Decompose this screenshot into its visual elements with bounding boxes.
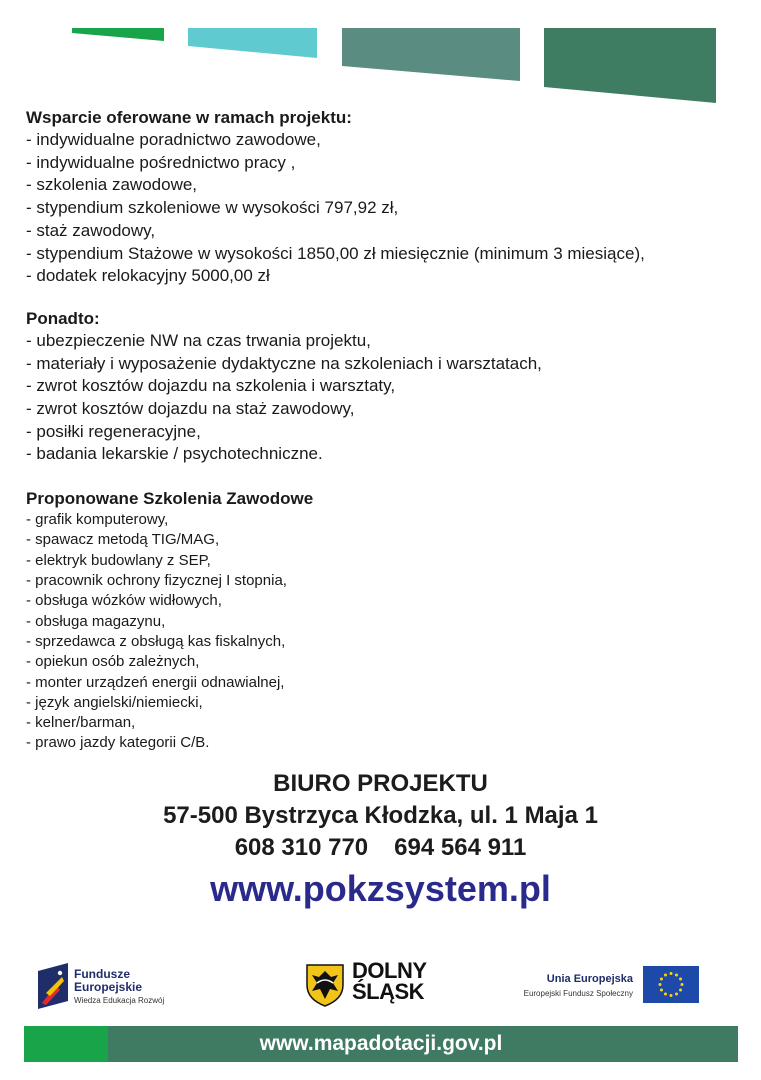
list-item: - pracownik ochrony fizycznej I stopnia, bbox=[26, 572, 287, 590]
list-item: - zwrot kosztów dojazdu na szkolenia i warsztaty, bbox=[26, 376, 396, 396]
list-item: - monter urządzeń energii odnawialnej, bbox=[26, 673, 285, 691]
eu-star bbox=[664, 993, 667, 996]
office-title: BIURO PROJEKTU bbox=[273, 770, 488, 797]
support-title: Wsparcie oferowane w ramach projektu: bbox=[26, 108, 352, 127]
ds-line1: DOLNY bbox=[352, 958, 427, 983]
list-item: - staż zawodowy, bbox=[26, 220, 156, 240]
list-item: - stypendium szkoleniowe w wysokości 797,92 zł, bbox=[26, 198, 399, 218]
eu-star bbox=[660, 978, 663, 981]
list-item: - posiłki regeneracyjne, bbox=[26, 421, 201, 441]
list-item: - dodatek relokacyjny 5000,00 zł bbox=[26, 266, 270, 286]
project-website-link[interactable]: www.pokzsystem.pl bbox=[210, 868, 551, 909]
additionally-section bbox=[26, 308, 756, 466]
dolny-slask-crest-icon bbox=[305, 963, 345, 1007]
list-item: - prawo jazdy kategorii C/B. bbox=[26, 734, 210, 752]
header-decoration bbox=[0, 0, 761, 110]
list-item: - sprzedawca z obsługą kas fiskalnych, bbox=[26, 632, 286, 650]
list-item: - ubezpieczenie NW na czas trwania projektu, bbox=[26, 330, 371, 350]
support-list bbox=[26, 129, 756, 288]
eu-star bbox=[670, 972, 673, 975]
additionally-list bbox=[26, 330, 756, 466]
list-item: - opiekun osób zależnych, bbox=[26, 653, 200, 671]
fe-program-label: Wiedza Edukacja Rozwój bbox=[74, 996, 165, 1005]
fe-line1: Fundusze bbox=[74, 967, 130, 981]
eu-star bbox=[675, 993, 678, 996]
eu-star bbox=[679, 989, 682, 992]
list-item: - obsługa magazynu, bbox=[26, 612, 166, 630]
efs-label: Europejski Fundusz Społeczny bbox=[523, 989, 633, 998]
trainings-list bbox=[26, 510, 756, 754]
eu-flag-icon bbox=[643, 966, 699, 1003]
header-stripe-slate bbox=[342, 28, 520, 81]
fe-line2: Europejskie bbox=[74, 980, 143, 994]
eu-star bbox=[681, 983, 684, 986]
office-phones bbox=[0, 834, 761, 862]
list-item: - stypendium Stażowe w wysokości 1850,00 zł miesięcznie (minimum 3 miesiące), bbox=[26, 243, 645, 263]
header-stripe-darkgreen bbox=[544, 28, 716, 103]
logo-bar bbox=[0, 958, 761, 1018]
unia-europejska-label: Unia Europejska bbox=[546, 973, 633, 985]
list-item: - grafik komputerowy, bbox=[26, 511, 169, 529]
footer-bar bbox=[24, 1026, 738, 1062]
list-item: - szkolenia zawodowe, bbox=[26, 175, 198, 195]
eu-star bbox=[670, 994, 673, 997]
main-content bbox=[26, 107, 756, 754]
footer-url-link[interactable]: www.mapadotacji.gov.pl bbox=[259, 1032, 503, 1055]
eu-star bbox=[660, 989, 663, 992]
additionally-title: Ponadto: bbox=[26, 308, 100, 328]
list-item: - elektryk budowlany z SEP, bbox=[26, 551, 211, 569]
fundusze-europejskie-label bbox=[74, 968, 142, 994]
eu-star bbox=[675, 973, 678, 976]
list-item: - indywidualne pośrednictwo pracy , bbox=[26, 152, 296, 172]
eu-star bbox=[679, 978, 682, 981]
fundusze-europejskie-logo-icon bbox=[38, 963, 68, 1009]
list-item: - spawacz metodą TIG/MAG, bbox=[26, 531, 220, 549]
office-address: 57-500 Bystrzyca Kłodzka, ul. 1 Maja 1 bbox=[163, 802, 598, 829]
header-stripe-green bbox=[72, 28, 164, 41]
list-item: - indywidualne poradnictwo zawodowe, bbox=[26, 130, 321, 149]
trainings-section bbox=[26, 488, 756, 754]
trainings-title: Proponowane Szkolenia Zawodowe bbox=[26, 489, 314, 509]
eu-star bbox=[659, 983, 662, 986]
list-item: - zwrot kosztów dojazdu na staż zawodowy, bbox=[26, 399, 355, 419]
phone-number[interactable]: 694 564 911 bbox=[394, 834, 527, 861]
eu-star bbox=[664, 973, 667, 976]
list-item: - obsługa wózków widłowych, bbox=[26, 592, 222, 610]
phone-number[interactable]: 608 310 770 bbox=[234, 834, 369, 861]
list-item: - materiały i wyposażenie dydaktyczne na szkoleniach i warsztatach, bbox=[26, 353, 542, 373]
ds-line2: ŚLĄSK bbox=[352, 979, 425, 1004]
support-section bbox=[26, 107, 756, 288]
list-item: - badania lekarskie / psychotechniczne. bbox=[26, 444, 323, 464]
dolny-slask-label bbox=[352, 960, 427, 1002]
header-stripe-teal bbox=[188, 28, 317, 58]
list-item: - kelner/barman, bbox=[26, 714, 136, 732]
list-item: - język angielski/niemiecki, bbox=[26, 693, 203, 711]
